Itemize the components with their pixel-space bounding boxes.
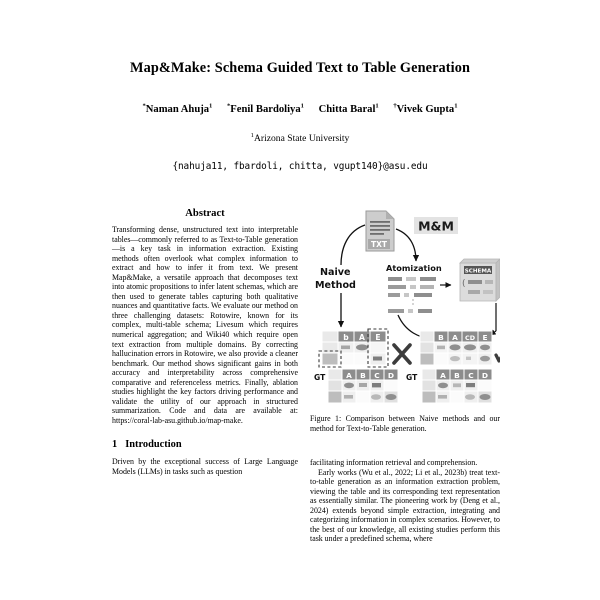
svg-text:GT: GT [406,373,418,382]
svg-text:(: ( [462,279,466,289]
svg-text:SCHEMA: SCHEMA [464,268,492,275]
naive-output-table [319,329,388,367]
svg-text:D: D [387,371,395,380]
author-name: Chitta Baral [318,104,376,115]
svg-text:B: B [454,371,460,380]
author-mark: * [227,102,231,110]
author-entry [227,104,304,115]
svg-text:TXT: TXT [370,240,388,249]
introduction-heading [112,439,298,450]
abstract-text: Transforming dense, unstructured text into interpretable tables—commonly referred to as Text-to-Table generation—is a key task in information extraction. Existing methods often overlook what complex information to extract and how to infer it from text. We present Map&Make, a versatile approach that decomposes text into atomic propositions to infer latent schemas, which are then used to generate tables capturing both qualitative nuances and quantitative facts. We evaluate our method on three challenging datasets: Rotowire, known for its complex, multi-table schema; Livesum which requires numerical aggregation; and Wiki40 which require open text extraction from multiple domains. By correcting hallucination errors in Rotowire, we also provide a cleaner benchmark. Our method shows significant gains in both accuracy and interpretability across comprehensive comparative and referenceless metrics. Finally, ablation studies highlight the key factors driving performance and validate the utility of our approach in structured summarization. Code and data are available at: https://coral-lab-asu.github.io/map-make. [112,225,298,425]
txt-document-icon [366,211,394,251]
svg-text:A: A [359,333,365,342]
cross-icon [394,345,410,363]
author-entry [142,104,212,115]
section-title: Introduction [125,439,182,451]
mm-gt-table [406,369,492,403]
affiliation [0,133,600,144]
early-works-paragraph: Early works (Wu et al., 2022; Li et al., 2023b) treat text-to-table generation as an information extraction problem, viewing the table and its corresponding text representation as essentially similar. The pioneering work by (Deng et al., 2024) extends beyond simple extraction, integrating and categorizing information in complex scenarios. However, to the best of our knowledge, all existing studies perform this task under a predefined schema, where [310,467,500,544]
naive-gt-table [314,369,398,403]
author-mark: * [142,102,146,110]
svg-text:C: C [374,371,380,380]
introduction-paragraph: Driven by the exceptional success of Large Language Models (LLMs) in tasks such as question [112,457,298,477]
author-name: Fenil Bardoliya [230,104,301,115]
figure-1-diagram [310,203,500,408]
author-mark: † [393,102,397,110]
author-name: Vivek Gupta [396,104,455,115]
svg-text:A: A [452,333,458,342]
mm-output-table [420,331,492,365]
continued-paragraph: facilitating information retrieval and comprehension. [310,458,478,467]
check-icon [496,349,500,361]
author-affil-mark: 1 [209,102,213,110]
svg-text:E: E [375,333,381,342]
author-list [0,104,600,115]
abstract-heading: Abstract [185,208,225,219]
author-affil-mark: 1 [375,102,379,110]
mm-badge [414,217,458,234]
schema-card [460,259,500,301]
svg-text:Atomization: Atomization [386,263,442,273]
svg-text:A: A [440,371,446,380]
svg-text:E: E [482,333,488,342]
svg-text:A: A [346,371,352,380]
svg-text:B: B [360,371,366,380]
svg-text:Naive: Naive [320,267,351,278]
naive-method-label [315,267,356,291]
svg-text:b: b [343,333,349,342]
svg-text:C: C [468,371,474,380]
affiliation-name: Arizona State University [253,133,350,144]
svg-text:Method: Method [315,280,356,291]
author-entry [319,104,379,115]
author-entry [393,104,457,115]
author-affil-mark: 1 [300,102,304,110]
left-column [112,208,298,477]
svg-text:GT: GT [314,373,326,382]
figure-caption: Figure 1: Comparison between Naive methods and our method for Text-to-Table generation. [310,414,500,433]
atomization-group [386,263,442,313]
svg-text:D: D [481,371,489,380]
svg-text:CD: CD [465,334,475,342]
section-number: 1 [112,439,118,451]
contact-email: {nahuja11, fbardoli, chitta, vgupt140}@asu.edu [172,161,428,172]
right-column [310,458,500,544]
affiliation-mark: 1 [250,131,254,139]
svg-text:B: B [438,333,444,342]
svg-text:M&M: M&M [418,218,454,234]
author-affil-mark: 1 [454,102,458,110]
page-title: Map&Make: Schema Guided Text to Table Generation [130,60,470,76]
author-name: Naman Ahuja [145,104,210,115]
